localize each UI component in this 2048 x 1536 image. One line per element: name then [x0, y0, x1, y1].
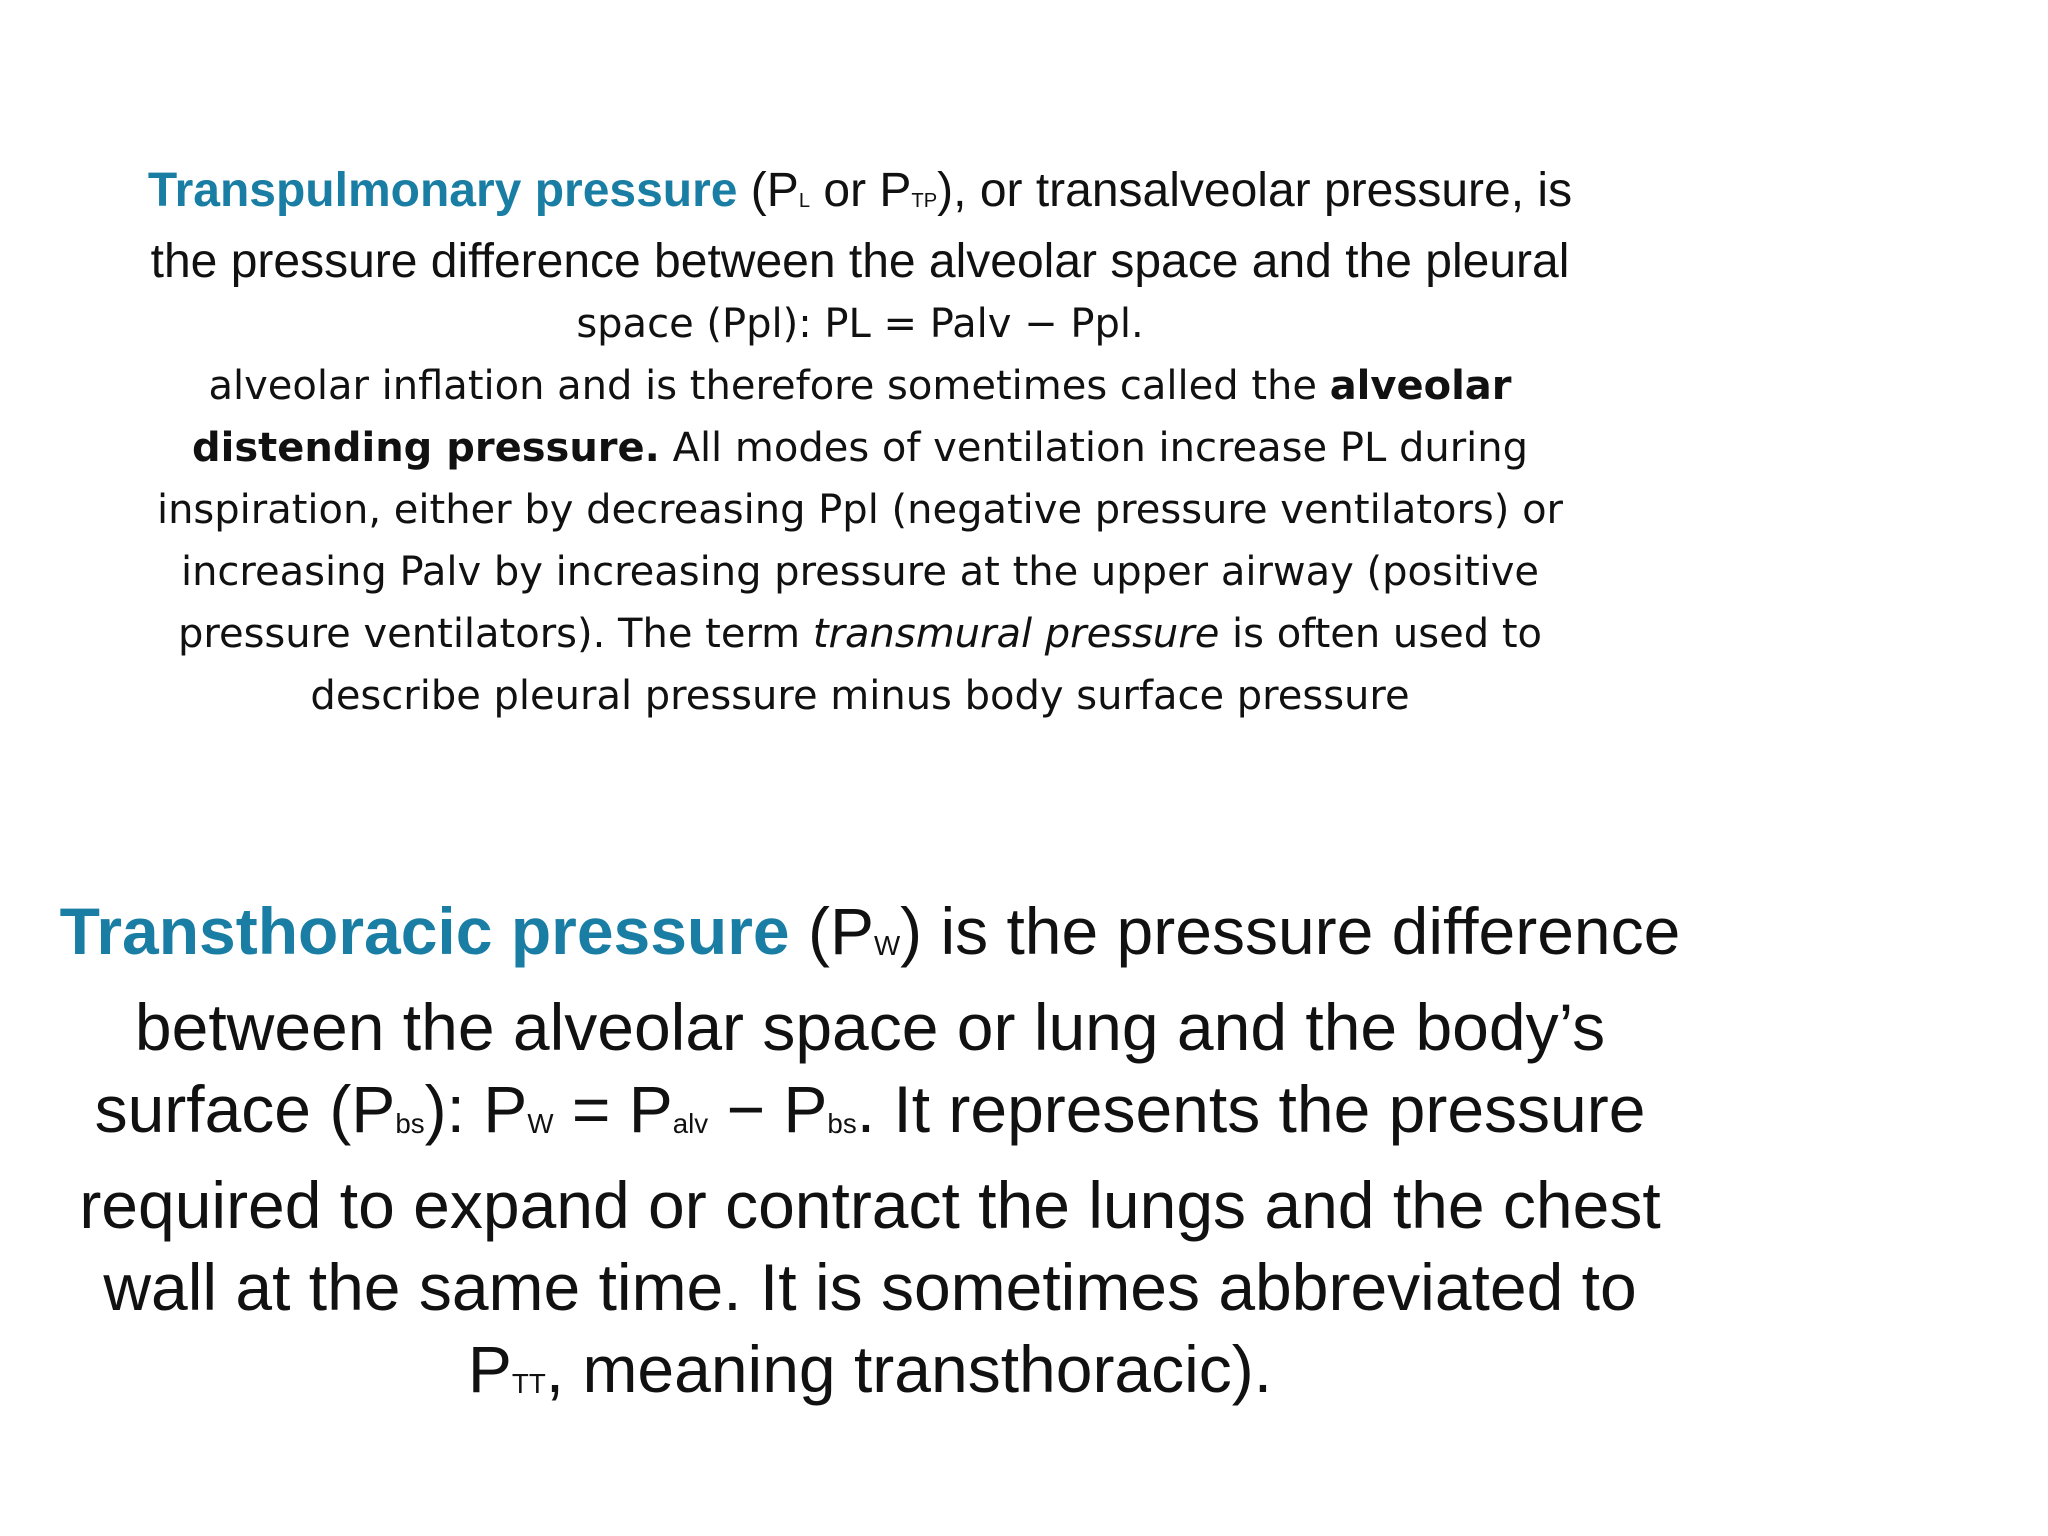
- subscript-tt: TT: [511, 1368, 546, 1400]
- text-line: required to expand or contract the lungs and the chest: [79, 1168, 1661, 1242]
- italic-term: transmural pressure: [812, 611, 1220, 657]
- text-line: the pressure difference between the alveolar space and the pleural: [150, 235, 1570, 288]
- text-fragment: − P: [708, 1072, 828, 1146]
- bold-term-part1: alveolar: [1329, 363, 1512, 409]
- text-fragment: surface (P: [94, 1072, 396, 1146]
- text-fragment: (P: [789, 894, 874, 968]
- text-line: space (Ppl): PL = Palv − Ppl.: [576, 301, 1144, 347]
- transpulmonary-intro: [80, 160, 1640, 293]
- text-fragment: P: [467, 1332, 512, 1406]
- subscript-bs: bs: [827, 1108, 857, 1140]
- text-line: describe pleural pressure minus body surface pressure: [310, 673, 1410, 719]
- transthoracic-definition: [20, 890, 1720, 1424]
- bold-term-part2: distending pressure.: [191, 425, 660, 471]
- text-line: wall at the same time. It is sometimes abbreviated to: [103, 1250, 1637, 1324]
- transpulmonary-term: Transpulmonary pressure: [147, 164, 738, 217]
- transthoracic-term: Transthoracic pressure: [59, 894, 790, 968]
- text-fragment: or P: [810, 164, 912, 217]
- transpulmonary-definition: [80, 160, 1640, 727]
- subscript-l: L: [798, 190, 811, 212]
- subscript-alv: alv: [672, 1108, 709, 1140]
- text-fragment: All modes of ventilation increase PL during: [659, 425, 1529, 471]
- text-line: inspiration, either by decreasing Ppl (negative pressure ventilators) or: [156, 487, 1564, 533]
- text-fragment: = P: [553, 1072, 673, 1146]
- transpulmonary-body: [80, 293, 1640, 727]
- text-fragment: . It represents the pressure: [856, 1072, 1646, 1146]
- text-fragment: (P: [737, 164, 799, 217]
- text-line: between the alveolar space or lung and the body’s: [134, 990, 1606, 1064]
- subscript-tp: TP: [911, 190, 938, 212]
- text-fragment: pressure ventilators). The term: [178, 611, 813, 657]
- subscript-w: W: [527, 1108, 554, 1140]
- text-fragment: ): P: [424, 1072, 528, 1146]
- text-fragment: ), or transalveolar pressure, is: [937, 164, 1573, 217]
- text-fragment: ) is the pressure difference: [900, 894, 1681, 968]
- subscript-w: W: [873, 930, 901, 962]
- subscript-bs: bs: [395, 1108, 425, 1140]
- text-fragment: is often used to: [1219, 611, 1542, 657]
- text-fragment: alveolar inflation and is therefore sometimes called the: [208, 363, 1330, 409]
- text-fragment: , meaning transthoracic).: [545, 1332, 1273, 1406]
- text-line: increasing Palv by increasing pressure at the upper airway (positive: [180, 549, 1540, 595]
